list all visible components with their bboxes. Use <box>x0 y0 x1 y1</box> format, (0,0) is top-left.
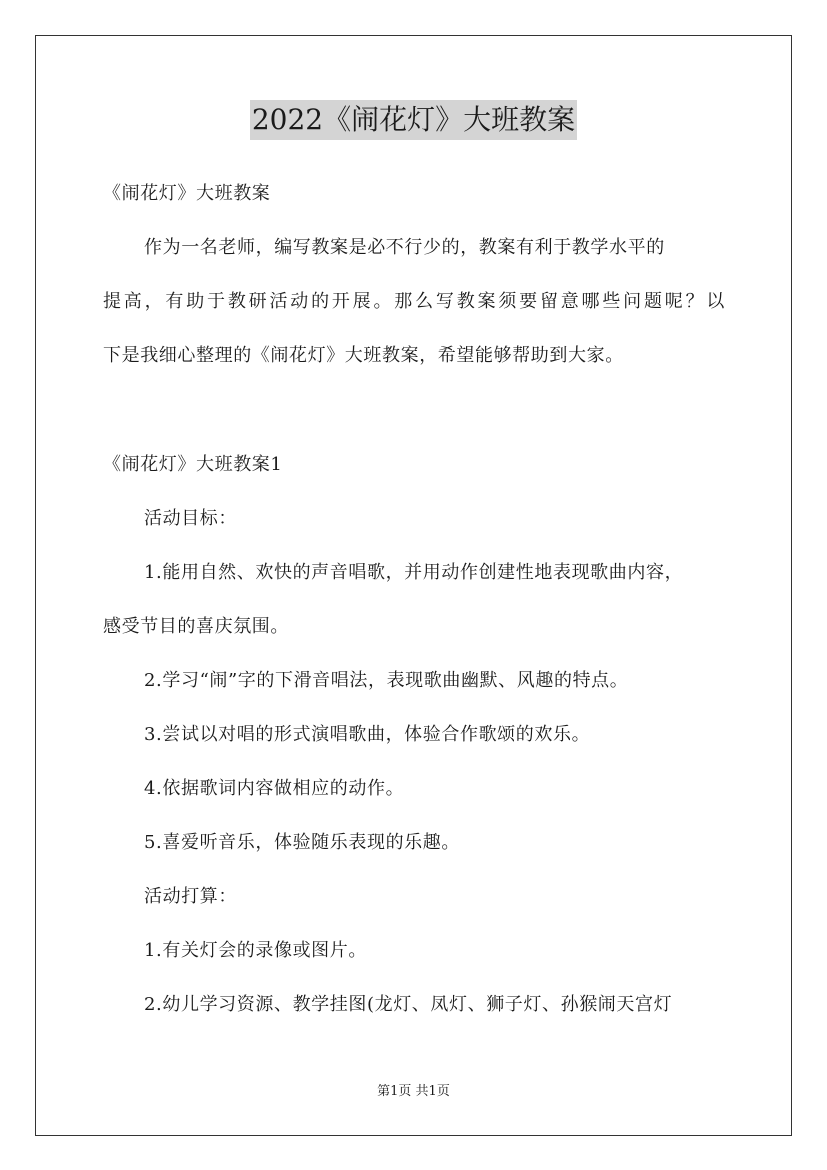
section-heading: 《闹花灯》大班教案1 <box>103 454 283 475</box>
page-footer: 第1页 共1页 <box>377 1084 450 1099</box>
paragraph-line: 活动目标： <box>144 508 237 529</box>
paragraph-line: 5.喜爱听音乐，体验随乐表现的乐趣。 <box>144 832 460 853</box>
subtitle-line: 《闹花灯》大班教案 <box>103 183 271 204</box>
paragraph-line: 2.幼儿学习资源、教学挂图(龙灯、凤灯、狮子灯、孙猴闹天宫灯 <box>144 994 673 1015</box>
document-title: 2022《闹花灯》大班教案 <box>250 100 577 140</box>
paragraph-line: 2.学习“闹”字的下滑音唱法，表现歌曲幽默、风趣的特点。 <box>144 670 629 691</box>
paragraph-line: 1.能用自然、欢快的声音唱歌，并用动作创建性地表现歌曲内容， <box>144 562 684 583</box>
paragraph-line: 作为一名老师，编写教案是必不行少的，教案有利于教学水平的 <box>144 237 665 258</box>
title-container <box>0 100 827 140</box>
paragraph-line: 活动打算： <box>144 886 237 907</box>
paragraph-line: 4.依据歌词内容做相应的动作。 <box>144 778 405 799</box>
paragraph-line: 3.尝试以对唱的形式演唱歌曲，体验合作歌颂的欢乐。 <box>144 724 591 745</box>
paragraph-line: 感受节目的喜庆氛围。 <box>103 616 289 637</box>
paragraph-line: 提高，有助于教研活动的开展。那么写教案须要留意哪些问题呢？以 <box>103 291 725 312</box>
paragraph-line: 1.有关灯会的录像或图片。 <box>144 940 367 961</box>
paragraph-line: 下是我细心整理的《闹花灯》大班教案，希望能够帮助到大家。 <box>103 345 624 366</box>
